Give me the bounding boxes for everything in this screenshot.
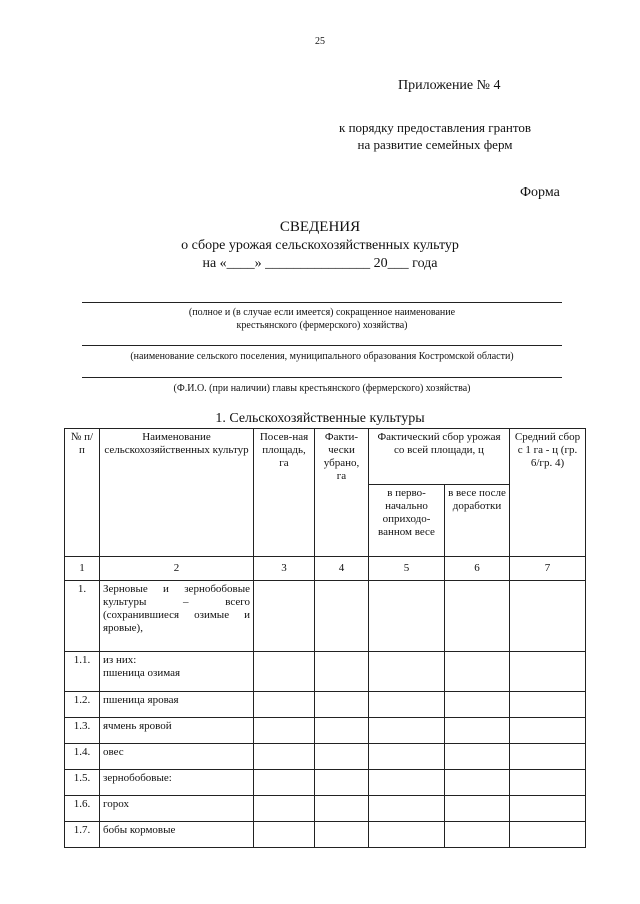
cell-sown[interactable]	[254, 692, 315, 718]
cell-average[interactable]	[510, 581, 586, 652]
cell-initial[interactable]	[369, 822, 445, 848]
form-label: Форма	[520, 185, 560, 200]
appendix-subtitle-line1: к порядку предоставления грантов	[339, 120, 531, 135]
cell-sown[interactable]	[254, 770, 315, 796]
cell-average[interactable]	[510, 692, 586, 718]
header-num: № п/п	[65, 429, 100, 557]
cell-after[interactable]	[445, 796, 510, 822]
cell-sown[interactable]	[254, 744, 315, 770]
row-num: 1.1.	[65, 652, 100, 692]
cell-initial[interactable]	[369, 692, 445, 718]
cell-after[interactable]	[445, 652, 510, 692]
cell-harvested[interactable]	[315, 581, 369, 652]
col-number: 3	[254, 557, 315, 581]
cell-harvested[interactable]	[315, 744, 369, 770]
table-row	[65, 718, 586, 744]
table-row	[65, 796, 586, 822]
cell-after[interactable]	[445, 718, 510, 744]
col-number: 4	[315, 557, 369, 581]
row-num: 1.6.	[65, 796, 100, 822]
row-num: 1.3.	[65, 718, 100, 744]
field-line-settlement[interactable]	[82, 345, 562, 346]
cell-initial[interactable]	[369, 581, 445, 652]
cell-average[interactable]	[510, 652, 586, 692]
row-num: 1.2.	[65, 692, 100, 718]
cell-initial[interactable]	[369, 652, 445, 692]
table-row	[65, 770, 586, 796]
header-average-yield: Средний сбор с 1 га - ц (гр. 6/гр. 4)	[510, 429, 586, 557]
appendix-subtitle	[300, 119, 570, 153]
cell-average[interactable]	[510, 822, 586, 848]
col-number: 6	[445, 557, 510, 581]
field-caption-head-name	[70, 382, 574, 395]
col-number: 1	[65, 557, 100, 581]
row-name: пшеница яровая	[100, 692, 254, 718]
cell-harvested[interactable]	[315, 692, 369, 718]
cell-harvested[interactable]	[315, 796, 369, 822]
cell-harvested[interactable]	[315, 770, 369, 796]
header-after-processing: в весе после доработки	[445, 485, 510, 557]
cell-average[interactable]	[510, 770, 586, 796]
appendix-subtitle-line2: на развитие семейных ферм	[357, 137, 513, 152]
row-num: 1.7.	[65, 822, 100, 848]
caption-line: (наименование сельского поселения, муниципального образования Костромской области)	[130, 351, 514, 362]
date-line: на «____» _______________ 20___ года	[202, 256, 438, 271]
cell-after[interactable]	[445, 581, 510, 652]
table-row	[65, 581, 586, 652]
table-row	[65, 692, 586, 718]
caption-line: (Ф.И.О. (при наличии) главы крестьянского (фермерского) хозяйства)	[173, 383, 471, 394]
cell-harvested[interactable]	[315, 718, 369, 744]
table-row	[65, 652, 586, 692]
cell-after[interactable]	[445, 770, 510, 796]
row-name: горох	[100, 796, 254, 822]
cell-average[interactable]	[510, 796, 586, 822]
header-harvested: Факти-чески убрано, га	[315, 429, 369, 557]
cell-sown[interactable]	[254, 822, 315, 848]
cell-after[interactable]	[445, 744, 510, 770]
row-num: 1.5.	[65, 770, 100, 796]
row-name: овес	[100, 744, 254, 770]
cell-sown[interactable]	[254, 718, 315, 744]
field-line-head-name[interactable]	[82, 377, 562, 378]
caption-line: (полное и (в случае если имеется) сокращенное наименование	[188, 307, 456, 318]
field-line-farm-name[interactable]	[82, 302, 562, 303]
header-sown-area: Посев-ная площадь, га	[254, 429, 315, 557]
row-num: 1.	[65, 581, 100, 652]
row-name-line: пшеница озимая	[103, 667, 181, 679]
field-caption-settlement	[70, 350, 574, 363]
row-name: бобы кормовые	[100, 822, 254, 848]
cell-initial[interactable]	[369, 718, 445, 744]
cell-average[interactable]	[510, 744, 586, 770]
cell-sown[interactable]	[254, 652, 315, 692]
appendix-title: Приложение № 4	[398, 78, 501, 93]
col-number: 7	[510, 557, 586, 581]
row-name: ячмень яровой	[100, 718, 254, 744]
cell-after[interactable]	[445, 692, 510, 718]
cell-after[interactable]	[445, 822, 510, 848]
cell-initial[interactable]	[369, 770, 445, 796]
cell-initial[interactable]	[369, 744, 445, 770]
cell-harvested[interactable]	[315, 822, 369, 848]
cell-sown[interactable]	[254, 581, 315, 652]
section-title: 1. Сельскохозяйственные культуры	[215, 411, 425, 426]
header-actual-yield: Фактический сбор урожая со всей площади, ц	[369, 429, 510, 485]
header-name: Наименование сельскохозяйственных культур	[100, 429, 254, 557]
row-num: 1.4.	[65, 744, 100, 770]
caption-line: крестьянского (фермерского) хозяйства)	[236, 320, 408, 331]
document-subtitle: о сборе урожая сельскохозяйственных культур	[181, 238, 459, 253]
field-caption-farm-name	[70, 306, 574, 332]
col-number: 5	[369, 557, 445, 581]
cell-average[interactable]	[510, 718, 586, 744]
cell-initial[interactable]	[369, 796, 445, 822]
row-name: зернобобовые:	[100, 770, 254, 796]
row-name	[100, 652, 254, 692]
page-number: 25	[315, 36, 325, 47]
col-number: 2	[100, 557, 254, 581]
document-title: СВЕДЕНИЯ	[279, 219, 361, 235]
cell-sown[interactable]	[254, 796, 315, 822]
row-name: Зерновые и зернобобовые культуры – всего (сохранившиеся озимые и яровые),	[100, 581, 254, 652]
table-row	[65, 744, 586, 770]
row-name-line: из них:	[103, 654, 137, 666]
table-row	[65, 822, 586, 848]
header-initial-weight: в перво-начально оприходо-ванном весе	[369, 485, 445, 557]
harvest-table	[64, 428, 586, 848]
cell-harvested[interactable]	[315, 652, 369, 692]
